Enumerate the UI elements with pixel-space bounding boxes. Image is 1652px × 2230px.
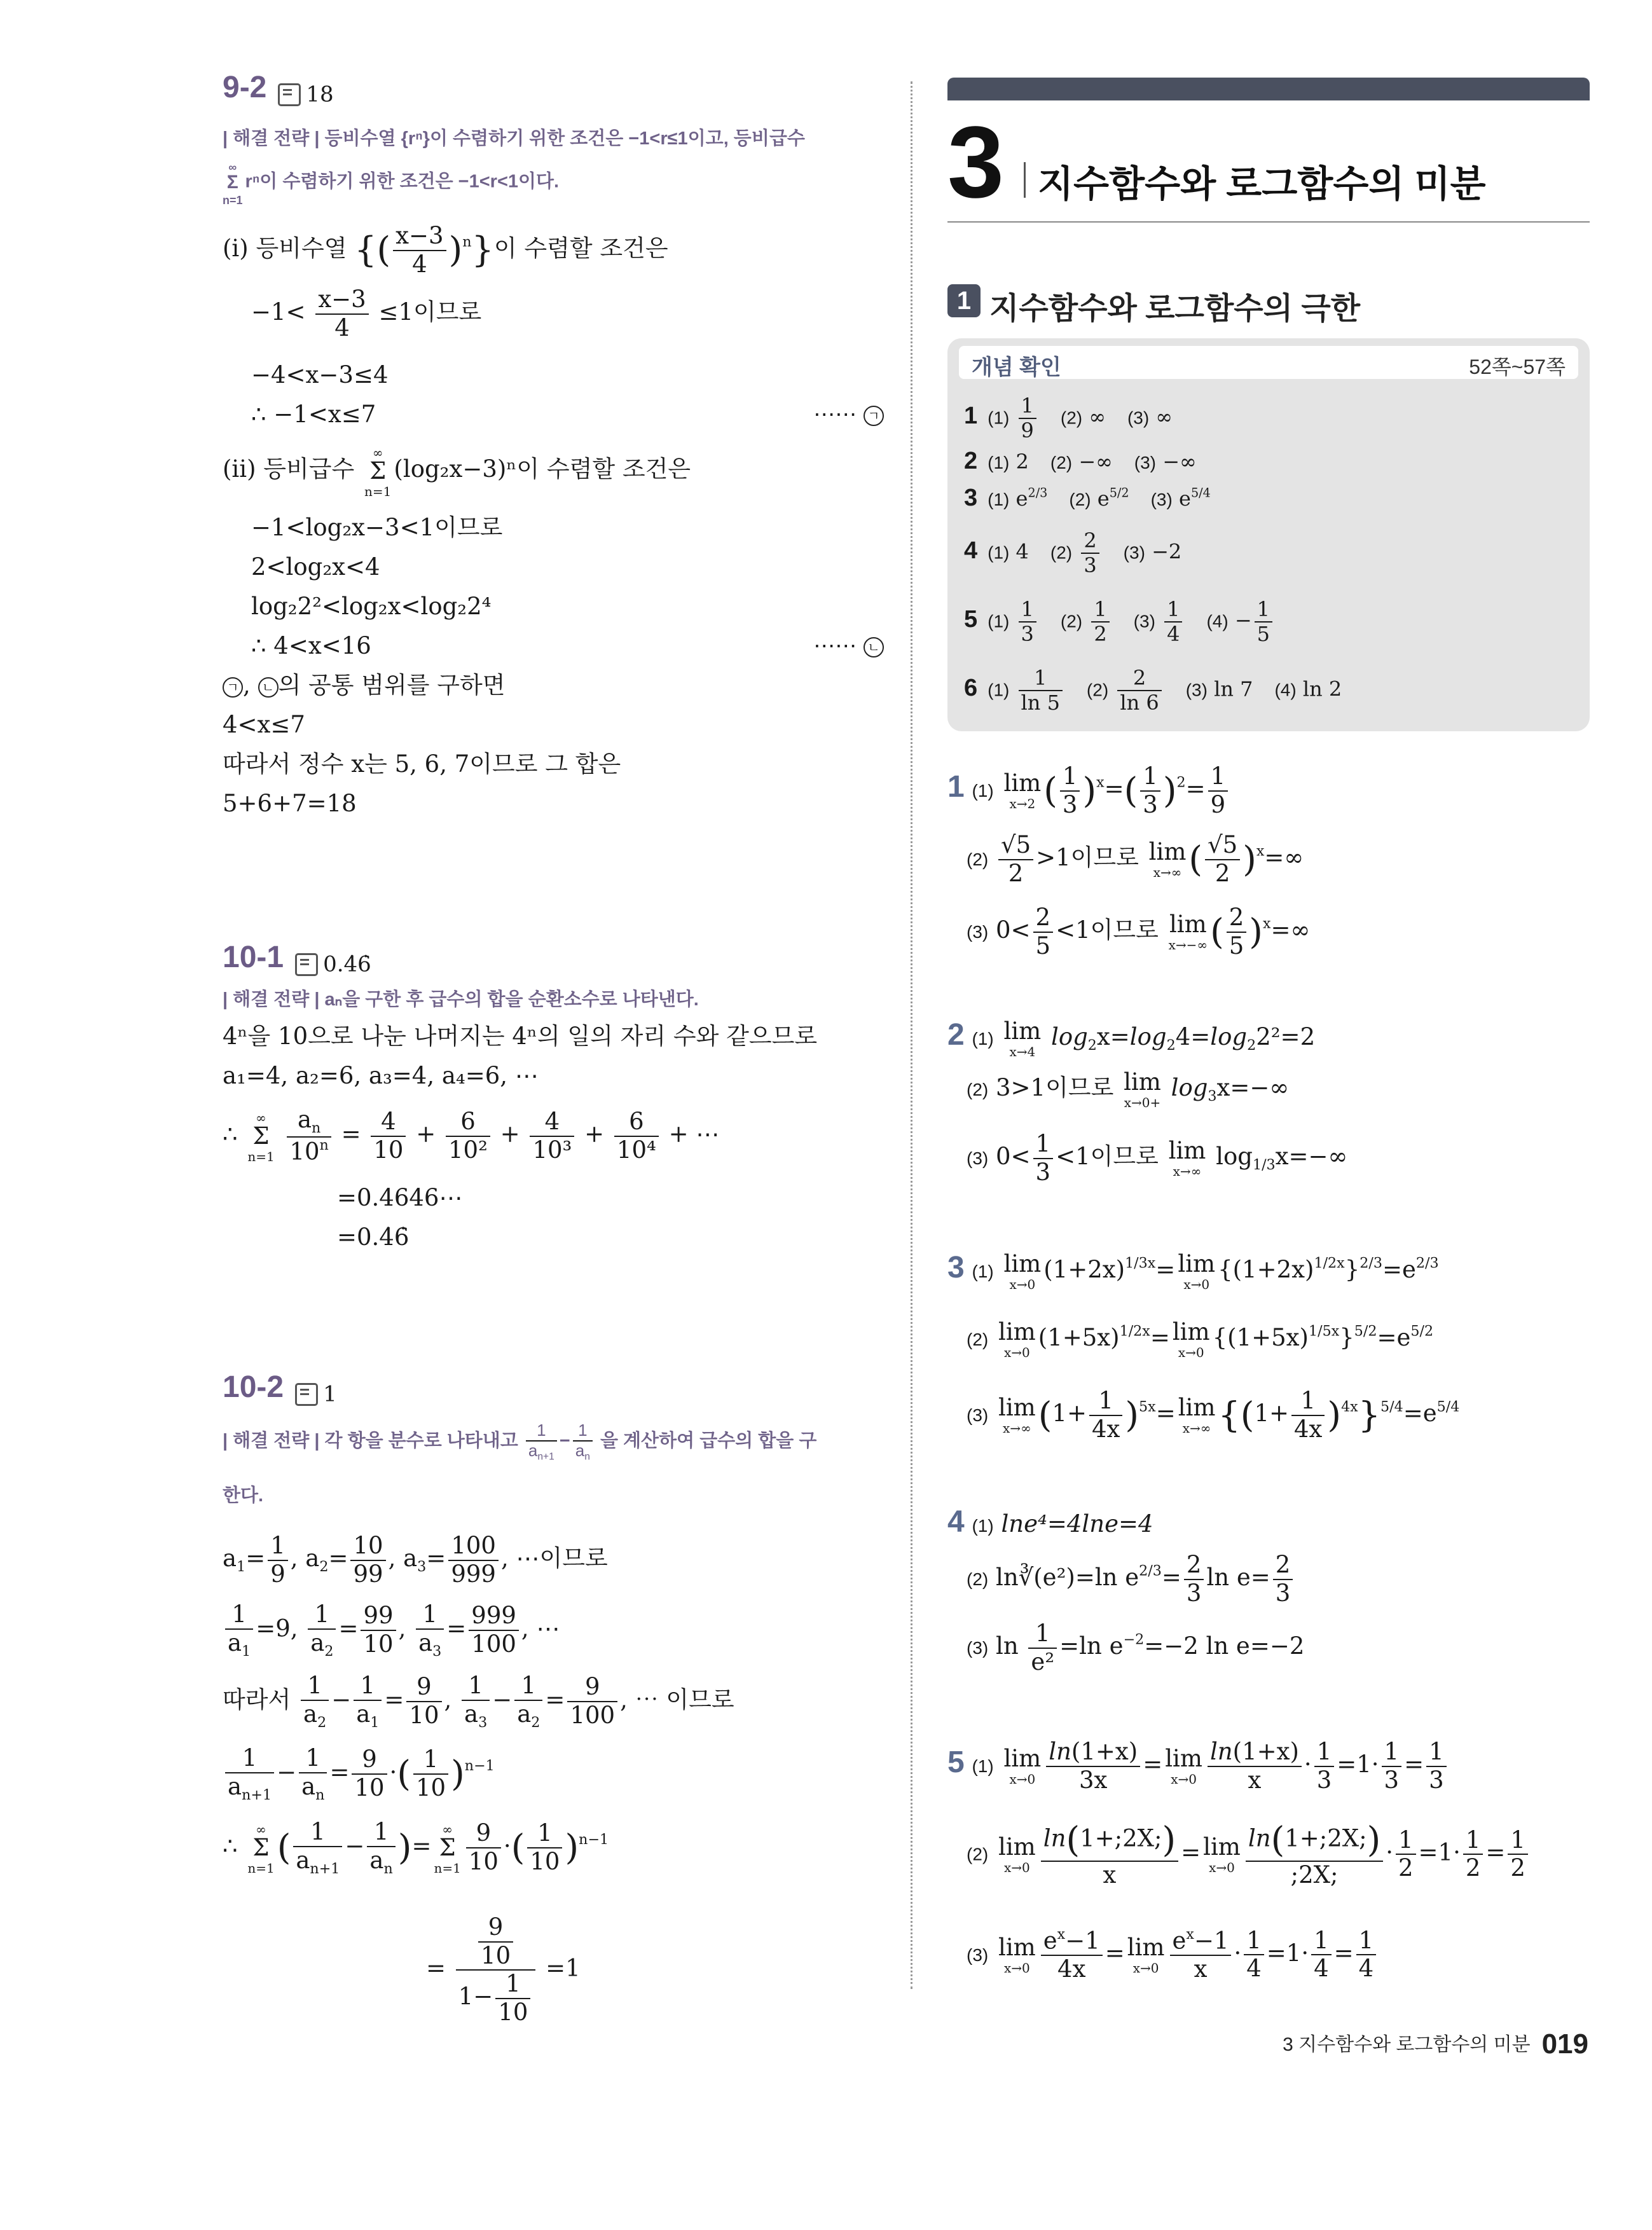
sum-line: 5+6+7=18 bbox=[223, 790, 357, 817]
solution-3-1: 3 (1) lim x→0 $(1+2x)^{1/3x}=$ lim x→0 $\{(1+2x)^{1/2x}\}^{2/3}=e^{2/3}$ bbox=[947, 1250, 1439, 1292]
column-divider bbox=[911, 81, 912, 1989]
solution-1-3: (3) 0< $\frac{2}{5}$ <1이므로 lim x→−∞ ( $\frac{2}{5}$ )$^x$=∞ bbox=[967, 904, 1311, 960]
step-ii: (ii) 등비급수 ∞ Σ n=1 (log₂x−3)ⁿ이 수렴할 조건은 bbox=[223, 445, 691, 499]
sequence-line: a₁=4, a₂=6, a₃=4, a₄=6, ⋯ bbox=[223, 1062, 539, 1089]
solution-1-2: (2) $\frac{√5}{2}$ >1이므로 lim x→∞ ( $\frac{√5}{2}$ )$^x$=∞ bbox=[967, 831, 1304, 887]
solution-5-1: 5 (1) lim x→0 $\frac{\ln(1+x)}{3x}$ = lim x→0 $\frac{\ln(1+x)}{x}$ · $\frac{1}{3}$ =1· $\frac{1}{3}$ = $\frac{1}{3}$ bbox=[947, 1738, 1449, 1794]
ineq-6: log₂2²<log₂x<log₂2⁴ bbox=[251, 593, 492, 620]
strategy-line-2: 한다. bbox=[223, 1485, 264, 1506]
problem-10-2-header bbox=[223, 1370, 337, 1407]
series-line: ∴ ∞ Σ n=1 $\frac{a_n}{10^n}$ = $\frac{4}{10}$ + $\frac{6}{\text{10²}}$ + $\frac{4}{\text{10³}}$ + $\frac{6}{\text{10⁴}}$ + ⋯ bbox=[223, 1106, 720, 1166]
ineq-7: ∴ 4<x<16 ⋯⋯ ㄴ bbox=[251, 627, 878, 665]
terms-line: $a_1=$ $\frac{1}{9}$ , $a_2=$ $\frac{10}{99}$ , $a_3=$ $\frac{100}{999}$ , ⋯이므로 bbox=[223, 1532, 608, 1588]
concept-label: 개념 확인 bbox=[972, 355, 1061, 380]
answer-value: 1 bbox=[323, 1381, 337, 1407]
problem-number: 10-2 bbox=[223, 1370, 284, 1404]
ineq-4: −1<log₂x−3<1이므로 bbox=[251, 514, 503, 541]
range-result: 4<x≤7 bbox=[223, 711, 305, 738]
solution-2-3: (3) 0< $\frac{1}{3}$ <1이므로 lim x→∞ $\log_{1/3}x=-\infty$ bbox=[967, 1130, 1348, 1186]
reciprocal-line: $\frac{1}{a_1}$ =9, $\frac{1}{a_2}$ = $\frac{99}{10}$ , $\frac{1}{a_3}$ = $\frac{999}{100}$ , ⋯ bbox=[223, 1601, 560, 1660]
section-title: 지수함수와 로그함수의 극한 bbox=[989, 292, 1361, 326]
answer-value: 0.4̇6̇ bbox=[323, 951, 371, 977]
solution-5-2: (2) lim x→0 $\frac{\ln(1+;2X;)}{x}$ = lim x→0 $\frac{\ln(1+;2X;)}{;2X;}$ · $\frac{1}{2}$ =1· $\frac{1}{2}$ = $\frac{1}{2}$ bbox=[967, 1820, 1531, 1889]
decimal-line: =0.4646⋯ bbox=[337, 1184, 463, 1211]
chapter-number: 3 bbox=[947, 105, 1004, 219]
common-range: ㄱ , ㄴ 의 공통 범위를 구하면 bbox=[223, 666, 506, 705]
section-number: 1 bbox=[947, 284, 981, 317]
chapter-separator bbox=[1024, 162, 1026, 198]
series-sum-line: ∴ ∞ Σ n=1 ( $\frac{1}{a_{n+1}}$ − $\frac{1}{a_n}$ )= ∞ Σ n=1 $\frac{9}{10}$ ·( $\frac{1}{10}$ )$^{n-1}$ bbox=[223, 1818, 609, 1877]
concept-row-5: 5 (1) $\frac{1}{3}$ (2) $\frac{1}{2}$ (3) $\frac{1}{4}$ (4) − $\frac{1}{5}$ bbox=[964, 598, 1275, 646]
step-i: (i) 등비수열 {( $\frac{x-3}{4}$ )$^n$}이 수렴할 조건은 bbox=[223, 222, 668, 278]
solution-3-2: (2) lim x→0 $(1+5x)^{1/2x}=$ lim x→0 $\{(1+5x)^{1/5x}\}^{5/2}=e^{5/2}$ bbox=[967, 1318, 1434, 1360]
problem-number: 10-1 bbox=[223, 940, 284, 974]
answer-icon bbox=[278, 83, 301, 106]
answer-icon bbox=[295, 953, 318, 976]
ineq-5: 2<log₂x<4 bbox=[251, 553, 380, 581]
page-footer bbox=[1283, 2028, 1588, 2060]
chapter-title: 지수함수와 로그함수의 미분 bbox=[1038, 163, 1486, 205]
strategy-line-1: | 해결 전략 | 등비수열 {rⁿ}이 수렴하기 위한 조건은 −1<r≤1이고, 등비급수 bbox=[223, 128, 805, 149]
solution-5-3: (3) lim x→0 $\frac{e^x-1}{4x}$ = lim x→0 $\frac{e^x-1}{x}$ · $\frac{1}{4}$ =1· $\frac{1}{4}$ = $\frac{1}{4}$ bbox=[967, 1927, 1379, 1983]
ineq-2: −4<x−3≤4 bbox=[251, 361, 389, 389]
general-difference: $\frac{1}{a_{n+1}}$ − $\frac{1}{a_n}$ = $\frac{9}{10}$ ·( $\frac{1}{10}$ )$^{n-1}$ bbox=[223, 1745, 495, 1803]
solution-2-2: (2) 3>1이므로 lim x→0+ $\log_3x=-\infty$ bbox=[967, 1068, 1290, 1110]
page-number: 019 bbox=[1541, 2028, 1588, 2060]
strategy-line-2: ∞ Σ n=1 rⁿ이 수렴하기 위한 조건은 −1<r<1이다. bbox=[223, 161, 560, 207]
concept-row-1: 1 (1) $\frac{1}{9}$ (2) ∞ (3) ∞ bbox=[964, 394, 1173, 443]
answer-value: 18 bbox=[306, 81, 334, 107]
concept-row-4: 4 (1) 4 (2) $\frac{2}{3}$ (3) −2 bbox=[964, 528, 1182, 577]
solution-4-1: 4 (1) lne⁴=4lne=4 bbox=[947, 1505, 1153, 1539]
strategy-line-1: | 해결 전략 | 각 항을 분수로 나타내고 $\frac{1}{a_{n+1}}$ − $\frac{1}{a_n}$ 을 계산하여 급수의 합을 구 bbox=[223, 1420, 817, 1463]
strategy-line: | 해결 전략 | aₙ을 구한 후 급수의 합을 순환소수로 나타낸다. bbox=[223, 989, 699, 1010]
concept-row-3: 3 (1) $e^{2/3}$ (2) $e^{5/2}$ (3) $e^{5/4}$ bbox=[964, 485, 1211, 511]
repeating-line: =0.4̇6̇ bbox=[337, 1223, 410, 1251]
solution-1-1: 1 (1) lim x→2 ( $\frac{1}{3}$ )$^x$=( $\frac{1}{3}$ )$^2$= $\frac{1}{9}$ bbox=[947, 763, 1230, 818]
ineq-1: −1< $\frac{x-3}{4}$ ≤1이므로 bbox=[251, 286, 482, 341]
ineq-3: ∴ −1<x≤7 ⋯⋯ ㄱ bbox=[251, 396, 878, 434]
final-result: = $\frac{9}{10}$ 1− $\frac{1}{10}$ =1 bbox=[426, 1913, 581, 2026]
integer-line: 따라서 정수 x는 5, 6, 7이므로 그 합은 bbox=[223, 750, 621, 778]
problem-9-2-header bbox=[223, 70, 334, 107]
chapter-rule bbox=[947, 221, 1590, 223]
difference-line: 따라서 $\frac{1}{a_2}$ − $\frac{1}{a_1}$ = $\frac{9}{10}$ , $\frac{1}{a_3}$ − $\frac{1}{a_2}$ = $\frac{9}{100}$ , ⋯ 이므로 bbox=[223, 1672, 734, 1731]
remainder-line: 4ⁿ을 10으로 나눈 나머지는 4ⁿ의 일의 자리 수와 같으므로 bbox=[223, 1022, 818, 1050]
answer-icon bbox=[295, 1383, 318, 1406]
solution-3-3: (3) lim x→∞ (1+ $\frac{1}{4x}$ )$^{5x}$= lim x→∞ {(1+ $\frac{1}{4x}$ )$^{4x}\}^{5/4}=e^{5/4}$ bbox=[967, 1387, 1460, 1443]
chapter-top-bar bbox=[947, 78, 1590, 100]
concept-row-2: 2 (1) 2 (2) −∞ (3) −∞ bbox=[964, 448, 1197, 474]
problem-number: 9-2 bbox=[223, 71, 267, 104]
concept-header bbox=[959, 346, 1578, 379]
footer-chapter: 3 지수함수와 로그함수의 미분 bbox=[1283, 2034, 1531, 2055]
concept-check-box bbox=[947, 338, 1590, 731]
concept-pages: 52쪽~57쪽 bbox=[1469, 355, 1566, 378]
concept-row-6: 6 (1) $\frac{1}{\ln 5}$ (2) $\frac{2}{\ln 6}$ (3) ln 7 (4) ln 2 bbox=[964, 666, 1342, 715]
problem-10-1-header bbox=[223, 940, 371, 977]
solution-4-3: (3) ln $\frac{1}{\text{e²}}$ =ln $e^{-2}=-2$ ln e=−2 bbox=[967, 1620, 1305, 1676]
solution-2-1: 2 (1) lim x→4 $\log_2x=\log_24=\log_22^2=2$ bbox=[947, 1017, 1316, 1059]
solution-4-2: (2) ln∛(e²)=ln $e^{2/3}=$ $\frac{2}{3}$ ln e= $\frac{2}{3}$ bbox=[967, 1552, 1295, 1607]
